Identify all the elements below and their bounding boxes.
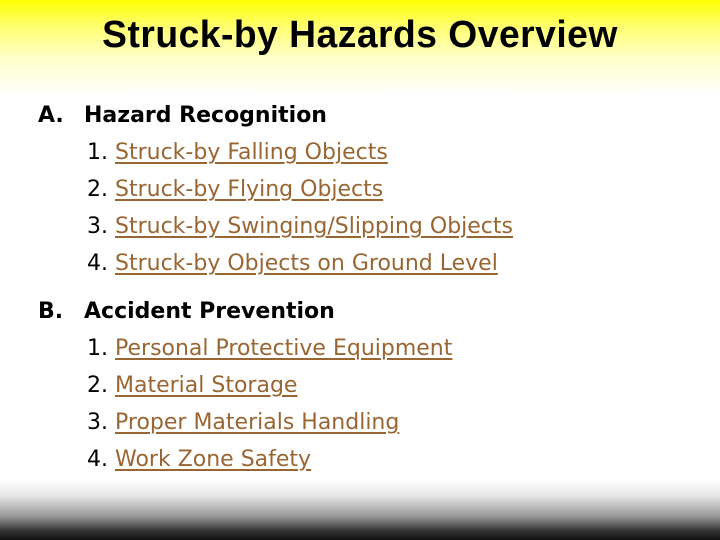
item-number: 3. <box>87 410 108 435</box>
item-number: 3. <box>87 214 108 239</box>
list-item <box>38 441 698 478</box>
list-item <box>38 367 698 404</box>
link-struck-by-flying-objects[interactable]: Struck-by Flying Objects <box>115 177 384 202</box>
section-letter: B. <box>38 299 64 324</box>
item-number: 4. <box>87 447 108 472</box>
list-item <box>38 404 698 441</box>
link-material-storage[interactable]: Material Storage <box>115 373 298 398</box>
link-struck-by-swinging-slipping-objects[interactable]: Struck-by Swinging/Slipping Objects <box>115 214 513 239</box>
section-title: Accident Prevention <box>84 299 335 324</box>
item-number: 4. <box>87 251 108 276</box>
section-title: Hazard Recognition <box>84 103 327 128</box>
item-number: 2. <box>87 373 108 398</box>
list-item <box>38 208 698 245</box>
footer-gradient-background <box>0 480 720 540</box>
list-item <box>38 134 698 171</box>
section-accident-prevention <box>38 294 698 478</box>
item-number: 2. <box>87 177 108 202</box>
item-number: 1. <box>87 336 108 361</box>
list-item <box>38 171 698 208</box>
list-item <box>38 245 698 282</box>
section-heading <box>38 294 698 330</box>
section-heading <box>38 98 698 134</box>
link-struck-by-objects-on-ground-level[interactable]: Struck-by Objects on Ground Level <box>115 251 498 276</box>
slide-title: Struck-by Hazards Overview <box>102 14 618 56</box>
item-number: 1. <box>87 140 108 165</box>
list-item <box>38 330 698 367</box>
link-work-zone-safety[interactable]: Work Zone Safety <box>115 447 312 472</box>
section-hazard-recognition <box>38 98 698 282</box>
slide-content <box>38 98 698 478</box>
section-letter: A. <box>38 103 64 128</box>
link-personal-protective-equipment[interactable]: Personal Protective Equipment <box>115 336 453 361</box>
link-struck-by-falling-objects[interactable]: Struck-by Falling Objects <box>115 140 388 165</box>
link-proper-materials-handling[interactable]: Proper Materials Handling <box>115 410 400 435</box>
